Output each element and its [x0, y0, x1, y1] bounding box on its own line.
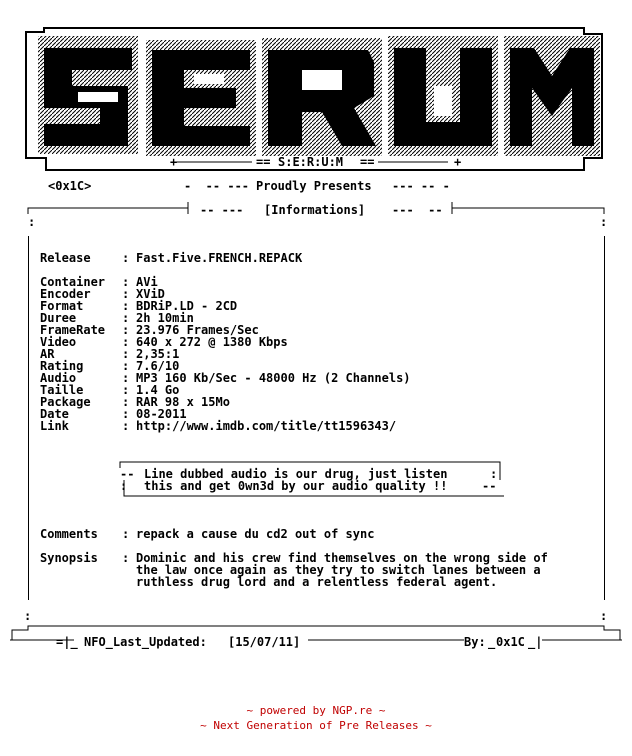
field-value: BDRiP.LD - 2CD [136, 299, 238, 313]
svg-text:--: -- [120, 467, 135, 481]
field-label: Audio [40, 371, 77, 385]
powered-by: ~ powered by NGP.re ~ [246, 704, 386, 717]
synopsis-line: the law once again as they try to switch lanes between a [136, 563, 541, 577]
info-box-right-border [604, 236, 605, 600]
field-comments: Comments : repack a cause du cd2 out of sync [40, 527, 375, 541]
section-title: [Informations] [264, 203, 366, 217]
updated-date: [15/07/11] [228, 635, 301, 649]
svg-text:+: + [170, 155, 178, 169]
synopsis-line: Dominic and his crew find themselves on the wrong side of [136, 551, 548, 565]
field-value: 640 x 272 @ 1380 Kbps [136, 335, 288, 349]
field-label: Release [40, 251, 91, 265]
field-value: 08-2011 [136, 407, 187, 421]
footer-tagline: ~ Next Generation of Pre Releases ~ [200, 719, 432, 732]
logo-caption: S:E:R:U:M [278, 155, 344, 169]
logo-letter-m [504, 36, 600, 156]
logo-letter-e [146, 40, 256, 156]
field-row: Package : RAR 98 x 15Mo [40, 395, 230, 409]
field-value: repack a cause du cd2 out of sync [136, 527, 375, 541]
field-row: Duree : 2h 10min [40, 311, 194, 325]
field-label: Duree [40, 311, 77, 325]
field-value: AVi [136, 275, 158, 289]
imdb-link[interactable]: http://www.imdb.com/title/tt1596343/ [136, 419, 397, 433]
field-label: FrameRate [40, 323, 106, 337]
field-value: RAR 98 x 15Mo [136, 395, 230, 409]
field-value: 2h 10min [136, 311, 194, 325]
svg-text::: : [120, 479, 128, 493]
field-row: Taille : 1.4 Go [40, 383, 180, 397]
quote-line-2: this and get 0wn3d by our audio quality !! [144, 479, 448, 493]
by-label: By: [464, 635, 486, 649]
field-label: Link [40, 419, 69, 433]
presents-title: Proudly Presents [256, 179, 372, 193]
updated-label: NFO_Last_Updated: [84, 635, 207, 649]
svg-text::: : [24, 609, 32, 623]
field-label: Synopsis [40, 551, 98, 565]
field-row: Audio : MP3 160 Kb/Sec - 48000 Hz (2 Channels) [40, 371, 411, 385]
logo-letter-r [262, 38, 382, 156]
field-label: Taille [40, 383, 84, 397]
bottom-bar-prefix: =|_ [56, 635, 78, 649]
section-left-dashes: -- --- [200, 203, 244, 217]
field-row: Link : http://www.imdb.com/title/tt1596343/ [40, 419, 397, 433]
by-value: 0x1C [496, 635, 525, 649]
serum-ascii-logo [24, 26, 606, 176]
by-value-suffix: _| [528, 635, 543, 649]
field-label: Package [40, 395, 91, 409]
field-value: Fast.Five.FRENCH.REPACK [136, 251, 303, 265]
presents-left-dashes: - -- --- [184, 179, 250, 193]
field-row: Container : AVi [40, 275, 158, 289]
field-label: Date [40, 407, 69, 421]
logo-letter-s [38, 36, 138, 154]
field-row: Video : 640 x 272 @ 1380 Kbps [40, 335, 288, 349]
field-row: Encoder : XViD [40, 287, 165, 301]
svg-text::: : [600, 215, 608, 229]
presents-right-dashes: --- -- - [392, 179, 450, 193]
field-value: 23.976 Frames/Sec [136, 323, 259, 337]
by-value-prefix: _ [488, 635, 496, 649]
logo-letter-u [388, 36, 498, 156]
field-row: Date : 08-2011 [40, 407, 187, 421]
field-label: Comments [40, 527, 98, 541]
field-value: XViD [136, 287, 165, 301]
field-label: Format [40, 299, 84, 313]
svg-text::: : [28, 215, 36, 229]
field-synopsis: Synopsis : Dominic and his crew find themselves on the wrong side of [40, 551, 548, 565]
quote-line-1: Line dubbed audio is our drug, just listen [144, 467, 448, 481]
field-row: FrameRate : 23.976 Frames/Sec [40, 323, 259, 337]
svg-text:--: -- [482, 479, 497, 493]
info-box-left-border [28, 236, 29, 600]
field-value: MP3 160 Kb/Sec - 48000 Hz (2 Channels) [136, 371, 411, 385]
field-value: 7.6/10 [136, 359, 180, 373]
svg-text::: : [600, 609, 608, 623]
field-label: Rating [40, 359, 84, 373]
field-row: Format : BDRiP.LD - 2CD [40, 299, 238, 313]
field-label: Encoder [40, 287, 91, 301]
svg-text:+: + [454, 155, 462, 169]
svg-text:==: == [256, 155, 271, 169]
svg-text::: : [490, 467, 498, 481]
section-right-dashes: --- -- [392, 203, 443, 217]
field-value: 1.4 Go [136, 383, 180, 397]
synopsis-line: ruthless drug lord and a relentless federal agent. [136, 575, 498, 589]
field-label: Container [40, 275, 106, 289]
field-release: Release : Fast.Five.FRENCH.REPACK [40, 251, 303, 265]
field-row: AR : 2,35:1 [40, 347, 180, 361]
field-label: Video [40, 335, 77, 349]
svg-text:==: == [360, 155, 375, 169]
field-value: 2,35:1 [136, 347, 180, 361]
field-label: AR [40, 347, 55, 361]
field-row: Rating : 7.6/10 [40, 359, 180, 373]
group-code: <0x1C> [48, 179, 92, 193]
